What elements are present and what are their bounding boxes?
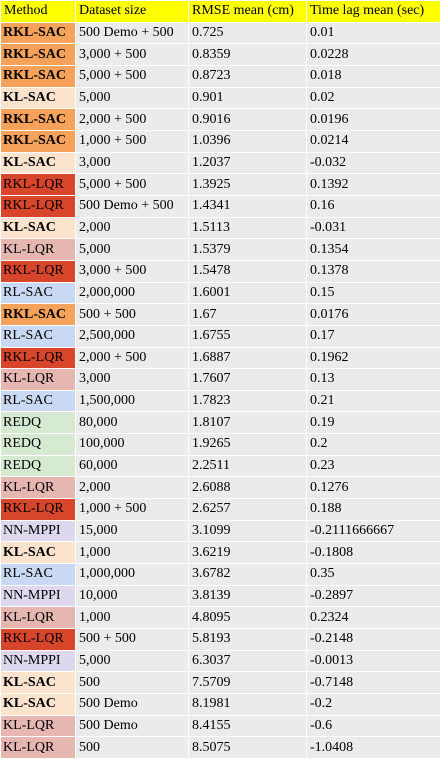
header-method: Method <box>1 1 76 23</box>
dataset-size-cell: 3,000 + 500 <box>76 260 189 282</box>
method-cell: REDQ <box>1 455 76 477</box>
time-lag-mean-cell: 0.0196 <box>307 109 440 131</box>
rmse-mean-cell: 3.8139 <box>189 585 307 607</box>
rmse-mean-cell: 5.8193 <box>189 629 307 651</box>
method-cell: RL-SAC <box>1 390 76 412</box>
table-row <box>1 44 440 66</box>
table-row <box>1 65 440 87</box>
rmse-mean-cell: 0.8723 <box>189 65 307 87</box>
table-row <box>1 477 440 499</box>
rmse-mean-cell: 1.7823 <box>189 390 307 412</box>
method-cell: KL-SAC <box>1 152 76 174</box>
table-row <box>1 564 440 586</box>
time-lag-mean-cell: 0.15 <box>307 282 440 304</box>
time-lag-mean-cell: 0.19 <box>307 412 440 434</box>
method-cell: RKL-LQR <box>1 174 76 196</box>
method-cell: KL-SAC <box>1 542 76 564</box>
method-cell: RKL-SAC <box>1 65 76 87</box>
table-row <box>1 130 440 152</box>
dataset-size-cell: 10,000 <box>76 585 189 607</box>
method-cell: KL-LQR <box>1 737 76 759</box>
method-cell: KL-LQR <box>1 477 76 499</box>
table-row <box>1 455 440 477</box>
method-cell: NN-MPPI <box>1 585 76 607</box>
table-row <box>1 715 440 737</box>
method-cell: NN-MPPI <box>1 650 76 672</box>
rmse-mean-cell: 1.3925 <box>189 174 307 196</box>
time-lag-mean-cell: 0.02 <box>307 87 440 109</box>
time-lag-mean-cell: -0.2 <box>307 694 440 716</box>
time-lag-mean-cell: -0.2897 <box>307 585 440 607</box>
rmse-mean-cell: 4.8095 <box>189 607 307 629</box>
table-row <box>1 520 440 542</box>
rmse-mean-cell: 8.4155 <box>189 715 307 737</box>
dataset-size-cell: 3,000 <box>76 369 189 391</box>
method-cell: RKL-LQR <box>1 195 76 217</box>
time-lag-mean-cell: 0.21 <box>307 390 440 412</box>
table-row <box>1 607 440 629</box>
method-cell: RKL-LQR <box>1 260 76 282</box>
method-cell: KL-LQR <box>1 239 76 261</box>
time-lag-mean-cell: 0.0228 <box>307 44 440 66</box>
dataset-size-cell: 1,000 + 500 <box>76 499 189 521</box>
table-row <box>1 412 440 434</box>
table-row <box>1 195 440 217</box>
table-row <box>1 694 440 716</box>
method-cell: KL-SAC <box>1 87 76 109</box>
table-row <box>1 737 440 759</box>
rmse-mean-cell: 0.901 <box>189 87 307 109</box>
rmse-mean-cell: 8.1981 <box>189 694 307 716</box>
time-lag-mean-cell: -0.1808 <box>307 542 440 564</box>
method-cell: KL-LQR <box>1 607 76 629</box>
table-row <box>1 650 440 672</box>
time-lag-mean-cell: 0.0176 <box>307 304 440 326</box>
method-cell: KL-SAC <box>1 217 76 239</box>
dataset-size-cell: 500 Demo + 500 <box>76 195 189 217</box>
time-lag-mean-cell: -0.2111666667 <box>307 520 440 542</box>
time-lag-mean-cell: 0.2 <box>307 434 440 456</box>
rmse-mean-cell: 1.5379 <box>189 239 307 261</box>
table-header <box>1 1 440 23</box>
time-lag-mean-cell: 0.13 <box>307 369 440 391</box>
time-lag-mean-cell: 0.17 <box>307 325 440 347</box>
time-lag-mean-cell: -0.0013 <box>307 650 440 672</box>
table-row <box>1 260 440 282</box>
rmse-mean-cell: 3.6782 <box>189 564 307 586</box>
table-row <box>1 672 440 694</box>
dataset-size-cell: 500 + 500 <box>76 304 189 326</box>
time-lag-mean-cell: -0.6 <box>307 715 440 737</box>
dataset-size-cell: 5,000 + 500 <box>76 65 189 87</box>
table-row <box>1 499 440 521</box>
table-row <box>1 87 440 109</box>
header-rmse-mean: RMSE mean (cm) <box>189 1 307 23</box>
rmse-mean-cell: 1.8107 <box>189 412 307 434</box>
dataset-size-cell: 1,000 <box>76 607 189 629</box>
dataset-size-cell: 2,000 <box>76 477 189 499</box>
dataset-size-cell: 500 <box>76 672 189 694</box>
method-cell: REDQ <box>1 434 76 456</box>
table-row <box>1 152 440 174</box>
time-lag-mean-cell: 0.188 <box>307 499 440 521</box>
rmse-mean-cell: 1.7607 <box>189 369 307 391</box>
dataset-size-cell: 1,500,000 <box>76 390 189 412</box>
dataset-size-cell: 500 <box>76 737 189 759</box>
method-cell: RL-SAC <box>1 282 76 304</box>
rmse-mean-cell: 2.6257 <box>189 499 307 521</box>
table-row <box>1 239 440 261</box>
table-row <box>1 217 440 239</box>
dataset-size-cell: 500 Demo <box>76 715 189 737</box>
time-lag-mean-cell: 0.1392 <box>307 174 440 196</box>
table-row <box>1 434 440 456</box>
table-row <box>1 347 440 369</box>
method-cell: RKL-SAC <box>1 22 76 44</box>
rmse-mean-cell: 0.8359 <box>189 44 307 66</box>
dataset-size-cell: 500 Demo + 500 <box>76 22 189 44</box>
table-row <box>1 369 440 391</box>
time-lag-mean-cell: 0.1354 <box>307 239 440 261</box>
header-dataset-size: Dataset size <box>76 1 189 23</box>
rmse-mean-cell: 1.5478 <box>189 260 307 282</box>
method-cell: RKL-SAC <box>1 109 76 131</box>
time-lag-mean-cell: -0.2148 <box>307 629 440 651</box>
rmse-mean-cell: 1.6001 <box>189 282 307 304</box>
method-cell: RKL-SAC <box>1 304 76 326</box>
dataset-size-cell: 1,000 <box>76 542 189 564</box>
method-cell: RL-SAC <box>1 564 76 586</box>
dataset-size-cell: 100,000 <box>76 434 189 456</box>
table-row <box>1 542 440 564</box>
header-row <box>1 1 440 23</box>
rmse-mean-cell: 2.6088 <box>189 477 307 499</box>
dataset-size-cell: 15,000 <box>76 520 189 542</box>
dataset-size-cell: 60,000 <box>76 455 189 477</box>
method-cell: KL-LQR <box>1 369 76 391</box>
rmse-mean-cell: 1.0396 <box>189 130 307 152</box>
dataset-size-cell: 1,000,000 <box>76 564 189 586</box>
dataset-size-cell: 1,000 + 500 <box>76 130 189 152</box>
table-row <box>1 282 440 304</box>
table-row <box>1 325 440 347</box>
rmse-mean-cell: 0.9016 <box>189 109 307 131</box>
time-lag-mean-cell: 0.23 <box>307 455 440 477</box>
rmse-mean-cell: 2.2511 <box>189 455 307 477</box>
time-lag-mean-cell: -0.032 <box>307 152 440 174</box>
rmse-mean-cell: 1.2037 <box>189 152 307 174</box>
time-lag-mean-cell: -1.0408 <box>307 737 440 759</box>
time-lag-mean-cell: 0.1276 <box>307 477 440 499</box>
method-cell: RKL-LQR <box>1 499 76 521</box>
rmse-mean-cell: 6.3037 <box>189 650 307 672</box>
time-lag-mean-cell: 0.1962 <box>307 347 440 369</box>
rmse-mean-cell: 0.725 <box>189 22 307 44</box>
table-row <box>1 109 440 131</box>
dataset-size-cell: 2,500,000 <box>76 325 189 347</box>
table-body <box>1 22 440 758</box>
rmse-mean-cell: 1.5113 <box>189 217 307 239</box>
rmse-mean-cell: 7.5709 <box>189 672 307 694</box>
dataset-size-cell: 5,000 <box>76 650 189 672</box>
time-lag-mean-cell: 0.16 <box>307 195 440 217</box>
method-cell: RKL-SAC <box>1 130 76 152</box>
time-lag-mean-cell: 0.018 <box>307 65 440 87</box>
dataset-size-cell: 3,000 + 500 <box>76 44 189 66</box>
dataset-size-cell: 5,000 <box>76 239 189 261</box>
time-lag-mean-cell: 0.01 <box>307 22 440 44</box>
rmse-mean-cell: 8.5075 <box>189 737 307 759</box>
dataset-size-cell: 2,000 + 500 <box>76 109 189 131</box>
dataset-size-cell: 2,000 <box>76 217 189 239</box>
method-cell: REDQ <box>1 412 76 434</box>
rmse-mean-cell: 1.9265 <box>189 434 307 456</box>
method-cell: RKL-SAC <box>1 44 76 66</box>
method-cell: KL-SAC <box>1 694 76 716</box>
time-lag-mean-cell: 0.35 <box>307 564 440 586</box>
rmse-mean-cell: 3.1099 <box>189 520 307 542</box>
dataset-size-cell: 500 + 500 <box>76 629 189 651</box>
rmse-mean-cell: 1.67 <box>189 304 307 326</box>
dataset-size-cell: 3,000 <box>76 152 189 174</box>
table-row <box>1 390 440 412</box>
dataset-size-cell: 80,000 <box>76 412 189 434</box>
table-row <box>1 629 440 651</box>
dataset-size-cell: 2,000,000 <box>76 282 189 304</box>
method-cell: NN-MPPI <box>1 520 76 542</box>
header-time-lag-mean: Time lag mean (sec) <box>307 1 440 23</box>
table-row <box>1 304 440 326</box>
time-lag-mean-cell: -0.031 <box>307 217 440 239</box>
table-row <box>1 174 440 196</box>
time-lag-mean-cell: 0.1378 <box>307 260 440 282</box>
table-row <box>1 22 440 44</box>
method-cell: KL-SAC <box>1 672 76 694</box>
rmse-mean-cell: 1.6755 <box>189 325 307 347</box>
dataset-size-cell: 5,000 <box>76 87 189 109</box>
rmse-mean-cell: 1.4341 <box>189 195 307 217</box>
rmse-mean-cell: 3.6219 <box>189 542 307 564</box>
time-lag-mean-cell: 0.2324 <box>307 607 440 629</box>
dataset-size-cell: 2,000 + 500 <box>76 347 189 369</box>
method-cell: KL-LQR <box>1 715 76 737</box>
method-cell: RL-SAC <box>1 325 76 347</box>
table-row <box>1 585 440 607</box>
method-cell: RKL-LQR <box>1 347 76 369</box>
time-lag-mean-cell: -0.7148 <box>307 672 440 694</box>
method-cell: RKL-LQR <box>1 629 76 651</box>
time-lag-mean-cell: 0.0214 <box>307 130 440 152</box>
dataset-size-cell: 500 Demo <box>76 694 189 716</box>
dataset-size-cell: 5,000 + 500 <box>76 174 189 196</box>
rmse-mean-cell: 1.6887 <box>189 347 307 369</box>
